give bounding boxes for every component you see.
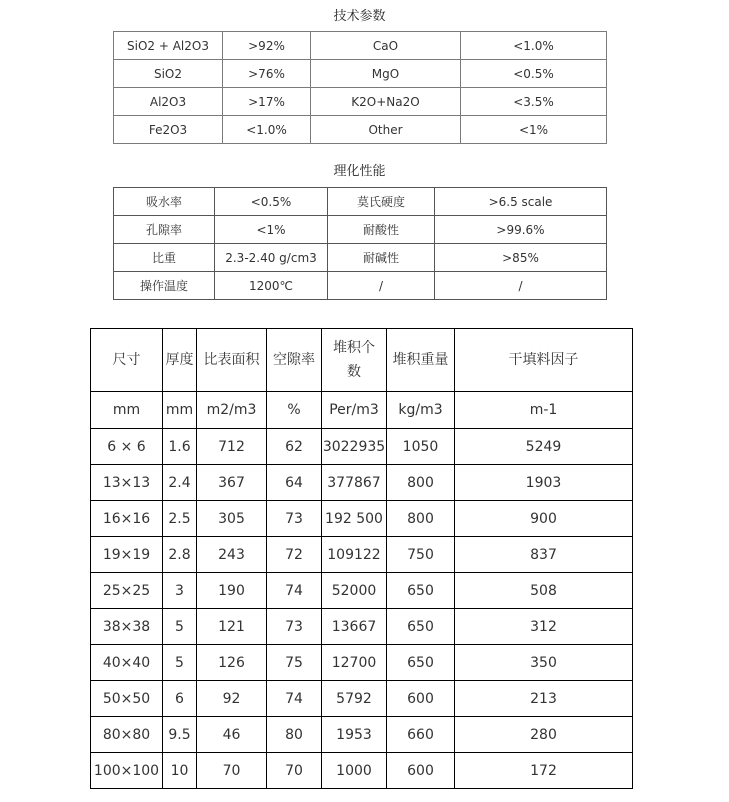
header-dry-packing-factor: 干填料因子 <box>455 329 633 392</box>
table-cell: 操作温度 <box>114 272 215 300</box>
table-cell: 2.5 <box>163 501 197 537</box>
unit-void-ratio: % <box>267 392 322 429</box>
tech-params-row <box>114 88 607 116</box>
table-cell: 100×100 <box>91 753 163 789</box>
table-cell: 25×25 <box>91 573 163 609</box>
tech-params-row <box>114 60 607 88</box>
tech-params-row <box>114 32 607 60</box>
table-cell: 吸水率 <box>114 188 215 216</box>
table-cell: 377867 <box>322 465 387 501</box>
table-cell: 70 <box>197 753 267 789</box>
table-cell: 73 <box>267 609 322 645</box>
table-cell: 126 <box>197 645 267 681</box>
table-cell: 3022935 <box>322 429 387 465</box>
table-cell: 6 <box>163 681 197 717</box>
table-cell: >17% <box>223 88 311 116</box>
table-cell: 2.4 <box>163 465 197 501</box>
table-cell: 650 <box>387 645 455 681</box>
header-void-ratio: 空隙率 <box>267 329 322 392</box>
table-cell: 2.8 <box>163 537 197 573</box>
table-cell: 312 <box>455 609 633 645</box>
table-cell: 1903 <box>455 465 633 501</box>
table-cell: 80×80 <box>91 717 163 753</box>
table-cell: 9.5 <box>163 717 197 753</box>
table-cell: 73 <box>267 501 322 537</box>
spec-table-row <box>91 717 633 753</box>
table-cell: >6.5 scale <box>435 188 607 216</box>
table-cell: 莫氏硬度 <box>328 188 435 216</box>
table-cell: 900 <box>455 501 633 537</box>
table-cell: Al2O3 <box>114 88 223 116</box>
table-cell: 75 <box>267 645 322 681</box>
table-cell: <1% <box>461 116 607 144</box>
table-cell: <0.5% <box>461 60 607 88</box>
header-specific-surface: 比表面积 <box>197 329 267 392</box>
table-cell: 72 <box>267 537 322 573</box>
table-cell: K2O+Na2O <box>311 88 461 116</box>
table-cell: 70 <box>267 753 322 789</box>
spec-table <box>90 328 633 789</box>
table-cell: 1200℃ <box>215 272 328 300</box>
spec-units-row <box>91 392 633 429</box>
table-cell: 52000 <box>322 573 387 609</box>
table-cell: 243 <box>197 537 267 573</box>
table-cell: 121 <box>197 609 267 645</box>
table-cell: 750 <box>387 537 455 573</box>
header-thickness: 厚度 <box>163 329 197 392</box>
table-cell: 5249 <box>455 429 633 465</box>
table-cell: 190 <box>197 573 267 609</box>
table-cell: 孔隙率 <box>114 216 215 244</box>
table-cell: >85% <box>435 244 607 272</box>
table-cell: 13×13 <box>91 465 163 501</box>
spec-table-row <box>91 609 633 645</box>
table-cell: 367 <box>197 465 267 501</box>
table-cell: CaO <box>311 32 461 60</box>
spec-table-row <box>91 681 633 717</box>
tech-params-row <box>114 116 607 144</box>
tech-params-title: 技术参数 <box>333 9 386 24</box>
spec-table-row <box>91 465 633 501</box>
table-cell: 280 <box>455 717 633 753</box>
phys-props-row <box>114 216 607 244</box>
table-cell: 6 × 6 <box>91 429 163 465</box>
table-cell: >99.6% <box>435 216 607 244</box>
table-cell: 837 <box>455 537 633 573</box>
phys-props-table <box>113 187 607 300</box>
table-cell: 80 <box>267 717 322 753</box>
table-cell: 172 <box>455 753 633 789</box>
table-cell: >76% <box>223 60 311 88</box>
table-cell: Other <box>311 116 461 144</box>
unit-packing-weight: kg/m3 <box>387 392 455 429</box>
table-cell: 600 <box>387 681 455 717</box>
table-cell: 800 <box>387 501 455 537</box>
header-packing-count: 堆积个数 <box>322 329 387 392</box>
table-cell: 耐酸性 <box>328 216 435 244</box>
table-cell: 比重 <box>114 244 215 272</box>
spec-table-row <box>91 573 633 609</box>
spec-table-row <box>91 537 633 573</box>
spec-table-row <box>91 501 633 537</box>
table-cell: Fe2O3 <box>114 116 223 144</box>
table-cell: 50×50 <box>91 681 163 717</box>
table-cell: 3 <box>163 573 197 609</box>
table-cell: 1.6 <box>163 429 197 465</box>
table-cell: 74 <box>267 573 322 609</box>
table-cell: MgO <box>311 60 461 88</box>
table-cell: 1050 <box>387 429 455 465</box>
table-cell: 16×16 <box>91 501 163 537</box>
unit-size: mm <box>91 392 163 429</box>
table-cell: 5792 <box>322 681 387 717</box>
table-cell: 5 <box>163 645 197 681</box>
spec-header-row <box>91 329 633 392</box>
table-cell: 1953 <box>322 717 387 753</box>
table-cell: SiO2 <box>114 60 223 88</box>
table-cell: <1.0% <box>461 32 607 60</box>
tech-params-table <box>113 31 607 144</box>
table-cell: 213 <box>455 681 633 717</box>
unit-thickness: mm <box>163 392 197 429</box>
unit-packing-count: Per/m3 <box>322 392 387 429</box>
table-cell: 耐碱性 <box>328 244 435 272</box>
table-cell: 508 <box>455 573 633 609</box>
table-cell: <1% <box>215 216 328 244</box>
table-cell: 192 500 <box>322 501 387 537</box>
table-cell: 38×38 <box>91 609 163 645</box>
phys-props-row <box>114 188 607 216</box>
table-cell: 46 <box>197 717 267 753</box>
header-size: 尺寸 <box>91 329 163 392</box>
table-cell: <0.5% <box>215 188 328 216</box>
table-cell: / <box>435 272 607 300</box>
table-cell: 305 <box>197 501 267 537</box>
table-cell: 19×19 <box>91 537 163 573</box>
table-cell: 350 <box>455 645 633 681</box>
table-cell: 109122 <box>322 537 387 573</box>
header-packing-weight: 堆积重量 <box>387 329 455 392</box>
table-cell: 13667 <box>322 609 387 645</box>
table-cell: 64 <box>267 465 322 501</box>
table-cell: 600 <box>387 753 455 789</box>
table-cell: 92 <box>197 681 267 717</box>
table-cell: 12700 <box>322 645 387 681</box>
table-cell: <1.0% <box>223 116 311 144</box>
table-cell: >92% <box>223 32 311 60</box>
table-cell: 660 <box>387 717 455 753</box>
table-cell: 10 <box>163 753 197 789</box>
phys-props-row <box>114 244 607 272</box>
spec-table-row <box>91 645 633 681</box>
phys-props-title: 理化性能 <box>333 164 386 179</box>
table-cell: / <box>328 272 435 300</box>
table-cell: 5 <box>163 609 197 645</box>
table-cell: 800 <box>387 465 455 501</box>
table-cell: 1000 <box>322 753 387 789</box>
table-cell: 62 <box>267 429 322 465</box>
spec-table-row <box>91 753 633 789</box>
spec-table-row <box>91 429 633 465</box>
table-cell: SiO2 + Al2O3 <box>114 32 223 60</box>
table-cell: 650 <box>387 609 455 645</box>
unit-dry-packing-factor: m-1 <box>455 392 633 429</box>
unit-specific-surface: m2/m3 <box>197 392 267 429</box>
table-cell: 650 <box>387 573 455 609</box>
table-cell: 2.3-2.40 g/cm3 <box>215 244 328 272</box>
phys-props-row <box>114 272 607 300</box>
table-cell: 40×40 <box>91 645 163 681</box>
table-cell: <3.5% <box>461 88 607 116</box>
table-cell: 74 <box>267 681 322 717</box>
table-cell: 712 <box>197 429 267 465</box>
